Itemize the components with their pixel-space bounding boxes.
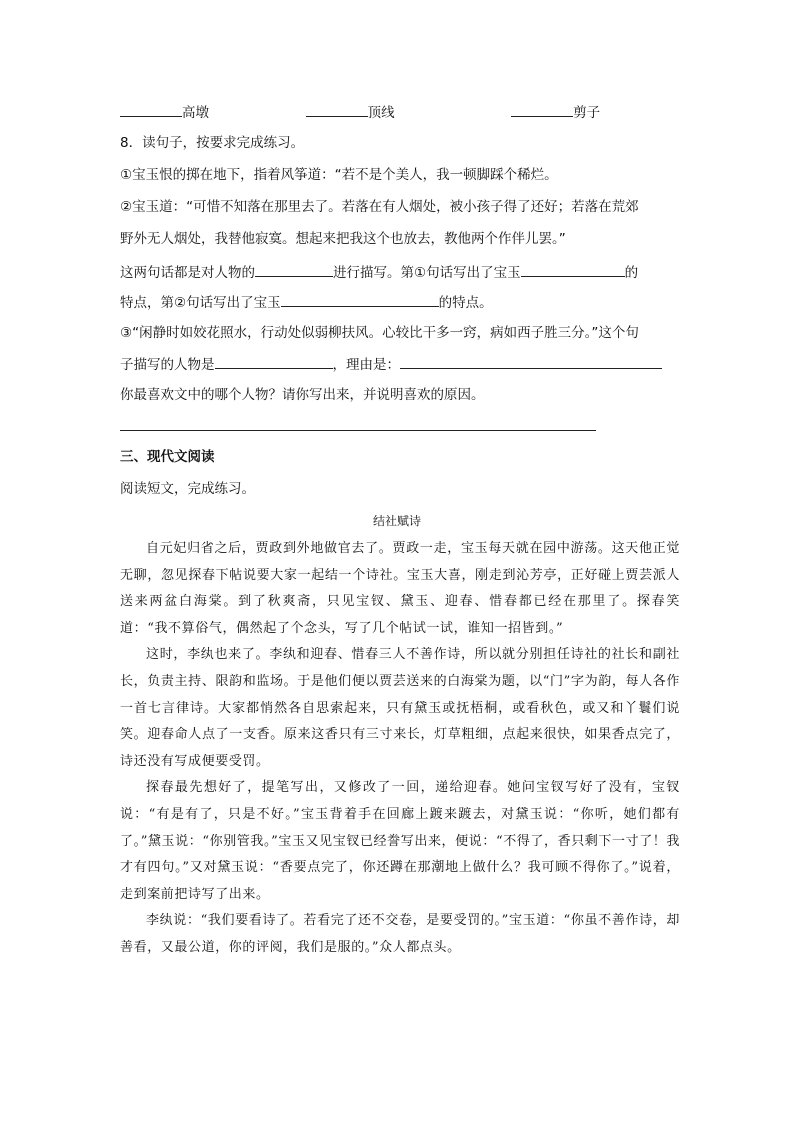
q8-title: 8．读句子，按要求完成练习。 — [120, 135, 305, 151]
section-instruction: 阅读短文，完成练习。 — [120, 481, 255, 497]
q7-item-1: 高墩 — [182, 105, 209, 121]
answer-line-favorite[interactable] — [120, 430, 596, 431]
q8-fill-text-a: 这两句话都是对人物的 — [120, 265, 255, 281]
answer-blank-trait-1[interactable] — [521, 262, 625, 277]
q8-fill-text-c: 的 — [624, 265, 639, 281]
passage-paragraph-3: 探春最先想好了，提笔写出，又修改了一回，递给迎春。她问宝钗写好了没有，宝钗说：“有是有了，只是不好。”宝玉背着手在回廊上踱来踱去，对黛玉说：“你听，她们都有了。”黛玉说：“你别管我。”宝玉又见宝钗已经誊写出来，便说：“不得了，香只剩下一寸了！我才有四句。”又对黛玉说：“香要点完了，你还蹲在那潮地上做什么？我可顾不得你了。”说着，走到案前把诗写了出来。 — [120, 780, 680, 902]
q7-item-2: 顶线 — [367, 105, 395, 121]
q8-sentence-2-line-1: ②宝玉道：“可惜不知落在那里去了。若落在有人烟处，被小孩子得了还好；若落在荒郊 — [120, 199, 639, 215]
q8-s3-text-b: ，理由是： — [332, 357, 400, 373]
q8-sentence-2-line-2: 野外无人烟处，我替他寂寞。想起来把我这个也放去，教他两个作伴儿罢。” — [120, 231, 566, 247]
q8-fill-text-e: 的特点。 — [438, 295, 493, 311]
answer-blank-3[interactable] — [511, 102, 573, 117]
q8-s3-text-a: 子描写的人物是 — [120, 357, 215, 373]
q8-sentence-3-line-1: ③“闲静时如姣花照水，行动处似弱柳扶风。心较比干多一窍，病如西子胜三分。”这个句 — [120, 325, 639, 341]
passage-body — [120, 536, 680, 962]
q7-item-3: 剪子 — [573, 105, 601, 121]
answer-blank-character[interactable] — [215, 354, 333, 369]
q7-fill-row — [120, 102, 600, 122]
answer-blank-description[interactable] — [255, 262, 333, 277]
answer-blank-trait-2[interactable] — [281, 292, 439, 307]
passage-paragraph-4: 李纨说：“我们要看诗了。若看完了还不交卷，是要受罚的。”宝玉道：“你虽不善作诗，却善看，又最公道，你的评阅，我们是服的。”众人都点头。 — [120, 913, 680, 955]
q8-fill-line-1 — [120, 262, 638, 282]
section-heading: 三、现代文阅读 — [120, 449, 215, 465]
answer-blank-reason[interactable] — [400, 354, 662, 369]
q8-fill-line-2 — [120, 292, 493, 312]
q8-fill-text-d: 特点，第②句话写出了宝玉 — [120, 295, 281, 311]
q8-fill-text-b: 进行描写。第①句话写出了宝玉 — [333, 265, 521, 281]
q8-sentence-3-line-2 — [120, 354, 662, 374]
answer-blank-2[interactable] — [306, 102, 368, 117]
q8-sentence-1: ①宝玉恨的掷在地下，指着风筝道：“若不是个美人，我一顿脚踩个稀烂。 — [120, 167, 558, 183]
passage-paragraph-2: 这时，李纨也来了。李纨和迎春、惜春三人不善作诗，所以就分别担任诗社的社长和副社长，负责主持、限韵和监场。于是他们便以贾芸送来的白海棠为题，以“门”字为韵，每人各作一首七言律诗。大家都悄然各自思索起来，只有黛玉或抚梧桐，或看秋色，或又和丫鬟们说笑。迎春命人点了一支香。原来这香只有三寸来长，灯草粗细，点起来很快，如果香点完了，诗还没有写成便要受罚。 — [120, 647, 680, 769]
passage-title: 结社赋诗 — [372, 514, 421, 528]
answer-blank-1[interactable] — [120, 102, 182, 117]
q8-favorite-question: 你最喜欢文中的哪个人物？请你写出来，并说明喜欢的原因。 — [120, 387, 485, 403]
passage-paragraph-1: 自元妃归省之后，贾政到外地做官去了。贾政一走，宝玉每天就在园中游荡。这天他正觉无聊，忽见探春下帖说要大家一起结一个诗社。宝玉大喜，刚走到沁芳亭，正好碰上贾芸派人送来两盆白海棠。到了秋爽斋，只见宝钗、黛玉、迎春、惜春都已经在那里了。探春笑道：“我不算俗气，偶然起了个念头，写了几个帖试一试，谁知一招皆到。” — [120, 541, 680, 636]
